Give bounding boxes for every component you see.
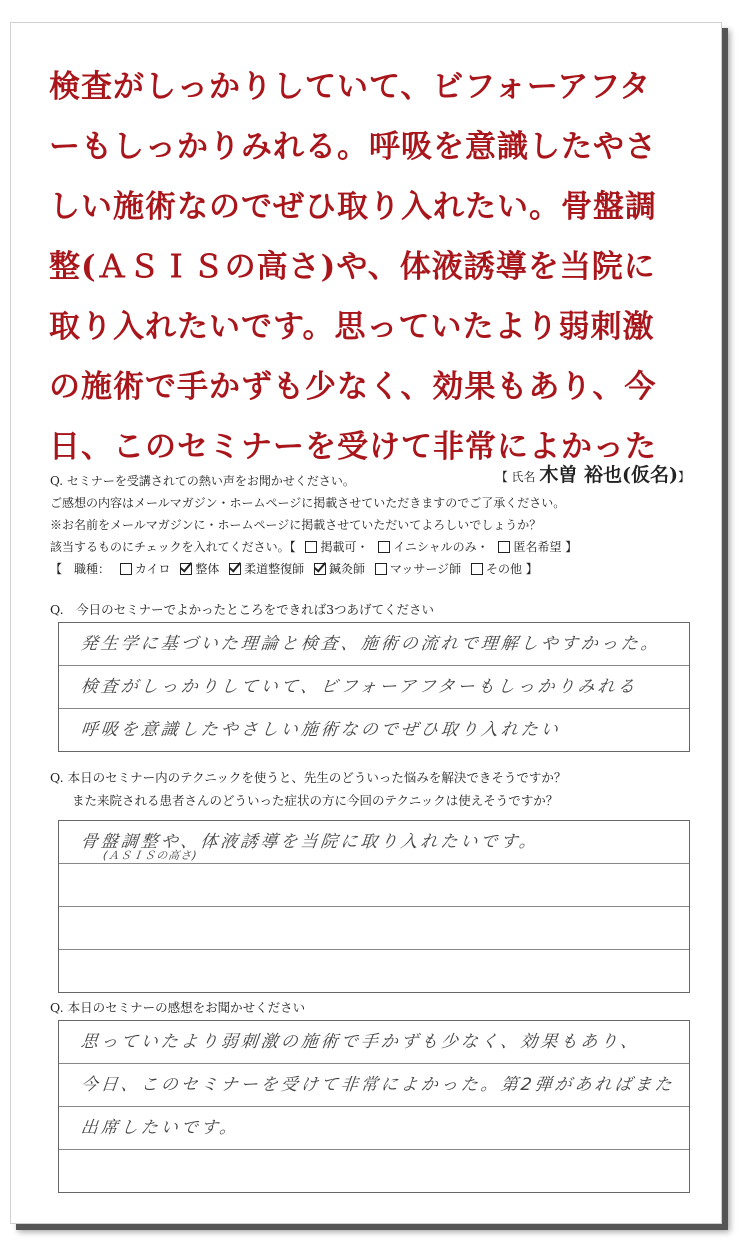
headline-line: ーもしっかりみれる。呼吸を意識したやさ — [49, 129, 657, 165]
answer-row[interactable] — [59, 666, 689, 709]
headline-line: 検査がしっかりしていて、ビフォーアフタ — [49, 69, 652, 105]
testimonial-headline — [49, 57, 699, 477]
name-field — [496, 464, 690, 488]
question-1-title: Q. 今日のセミナーでよかったところをできれば3つあげてください — [50, 602, 435, 617]
answer-box-3 — [58, 1020, 690, 1193]
handwritten-answer: 出席したいです。 — [79, 1118, 241, 1138]
answer-row[interactable] — [59, 1021, 689, 1064]
checkbox-publish[interactable] — [305, 541, 317, 553]
options-close: 】 — [565, 540, 578, 554]
occupation-seitai-label: 整体 — [195, 562, 220, 576]
handwritten-answer: 呼吸を意識したやさしい施術なのでぜひ取り入れたい — [79, 720, 562, 740]
intro-question — [50, 464, 690, 492]
name-suffix: 】 — [677, 470, 690, 484]
occupation-acupuncture-label: 鍼灸師 — [329, 562, 366, 576]
occupation-label: 【 職種： — [50, 562, 111, 576]
answer-row[interactable] — [59, 709, 689, 751]
consent-note-1: ご感想の内容はメールマガジン・ホームページに掲載させていただきますのでご了承ください。 — [50, 496, 566, 510]
checkbox-massage[interactable] — [375, 563, 387, 575]
answer-row[interactable] — [59, 907, 689, 950]
occupation-chiro-label: カイロ — [134, 562, 171, 576]
answer-row[interactable] — [59, 1150, 689, 1192]
question-3-title: Q. 本日のセミナーの感想をお聞かせください — [50, 1000, 306, 1015]
handwritten-answer: 検査がしっかりしていて、ビフォーアフターもしっかりみれる — [79, 677, 639, 697]
headline-line: しい施術なのでぜひ取り入れたい。骨盤調 — [49, 189, 657, 225]
answer-row[interactable] — [59, 821, 689, 864]
occupation-other-label: その他 — [485, 562, 522, 576]
checkbox-chiro[interactable] — [120, 563, 132, 575]
checkbox-anonymous[interactable] — [498, 541, 510, 553]
occupation-judo-label: 柔道整復師 — [244, 562, 305, 576]
handwritten-answer: 今日、このセミナーを受けて非常によかった。第2弾があればまた — [79, 1075, 676, 1095]
option-initials-label: イニシャルのみ・ — [393, 540, 489, 554]
publication-options — [50, 536, 690, 558]
occupation-options — [50, 558, 690, 580]
checkbox-seitai[interactable] — [180, 563, 192, 575]
option-publish-label: 掲載可・ — [320, 540, 369, 554]
handwritten-answer: 思っていたより弱刺激の施術で手かずも少なく、効果もあり、 — [79, 1032, 642, 1052]
question-2-subtitle: また来院される患者さんのどういった症状の方に今回のテクニックは使えそうですか？ — [72, 793, 559, 808]
occupation-massage-label: マッサージ師 — [389, 562, 462, 576]
handwritten-answer: 骨盤調整や、体液誘導を当院に取り入れたいです。 — [79, 832, 541, 852]
answer-row[interactable] — [59, 623, 689, 666]
handwritten-answer: 発生学に基づいた理論と検査、施術の流れで理解しやすかった。 — [79, 634, 662, 654]
headline-line: の施術で手かずも少なく、効果もあり、今 — [49, 369, 657, 405]
headline-line: 取り入れたいです。思っていたより弱刺激 — [49, 309, 655, 345]
checkbox-judo[interactable] — [229, 563, 241, 575]
answer-row[interactable] — [59, 1107, 689, 1150]
question-3 — [50, 996, 690, 1193]
question-2 — [50, 766, 690, 993]
name-prefix: 【 氏名 — [495, 470, 536, 484]
headline-line: 整(ＡＳＩＳの高さ)や、体液誘導を当院に — [49, 249, 656, 285]
option-anonymous-label: 匿名希望 — [513, 540, 562, 554]
checkbox-acupuncture[interactable] — [314, 563, 326, 575]
answer-row[interactable] — [59, 1064, 689, 1107]
answer-row[interactable] — [59, 950, 689, 992]
handwritten-annotation: (ＡＳＩＳの高さ) — [102, 849, 199, 862]
question-2-title: Q. 本日のセミナー内のテクニックを使うと、先生のどういった悩みを解決できそうですか？ — [50, 770, 567, 785]
answer-row[interactable] — [59, 864, 689, 907]
consent-note-2: ※お名前をメールマガジンに・ホームページに掲載させていただいてよろしいでしょうか？ — [50, 518, 542, 532]
survey-form-header — [50, 464, 690, 580]
check-prompt: 該当するものにチェックを入れてください。【 — [50, 540, 296, 554]
answer-box-2 — [58, 820, 690, 993]
intro-question-text: Q. セミナーを受講されての熱い声をお聞かせください。 — [50, 474, 355, 488]
checkbox-initials[interactable] — [378, 541, 390, 553]
answer-box-1 — [58, 622, 690, 752]
question-1 — [50, 598, 690, 752]
occupation-close: 】 — [525, 562, 538, 576]
headline-line: 日、このセミナーを受けて非常によかった — [49, 429, 657, 465]
checkbox-other[interactable] — [471, 563, 483, 575]
name-value: 木曽 裕也(仮名) — [539, 464, 678, 486]
